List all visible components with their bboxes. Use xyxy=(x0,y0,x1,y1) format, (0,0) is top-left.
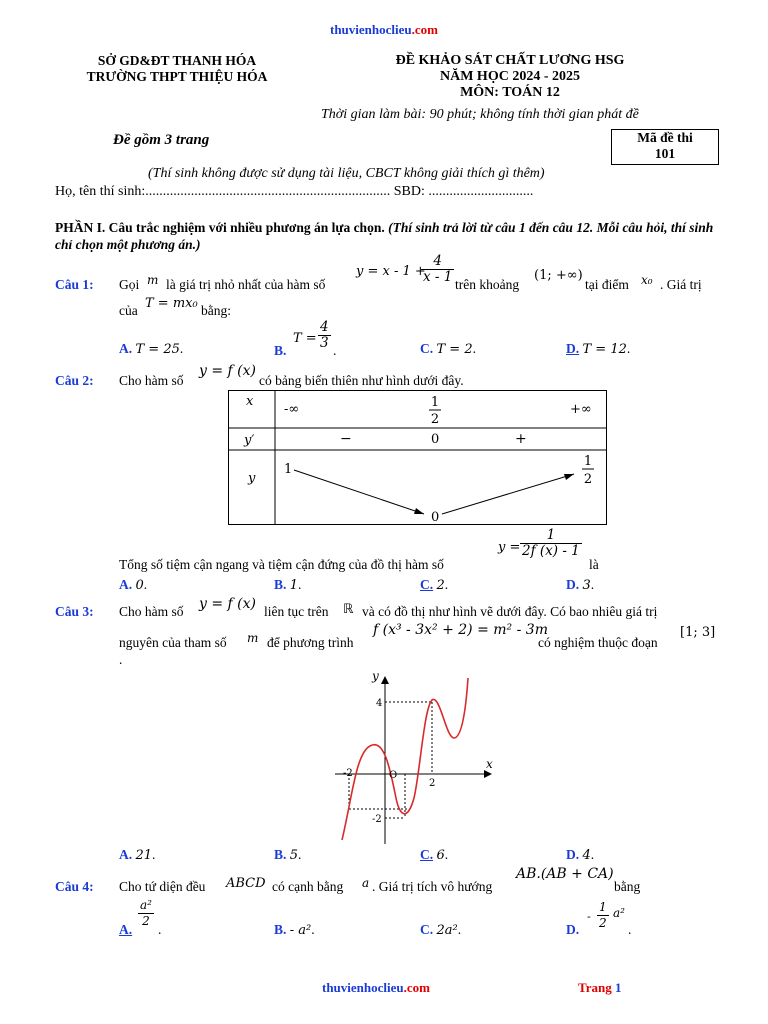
q2-option-c[interactable] xyxy=(420,577,448,593)
option-value: 2 xyxy=(436,578,445,593)
option-letter: B. xyxy=(274,343,287,358)
page-num: 1 xyxy=(614,980,622,995)
option-value: 6 xyxy=(436,848,445,863)
q3-text-3: và có đồ thị như hình vẽ dưới đây. Có bao nhiêu giá trị xyxy=(362,604,658,619)
q4-option-d-post: a² xyxy=(613,906,625,920)
q1-frac-den: x - 1 xyxy=(423,269,453,285)
q1-x0: x₀ xyxy=(641,273,653,287)
q1-m: m xyxy=(147,273,159,287)
graph-y-neg2: -2 xyxy=(372,814,382,825)
q3-label: Câu 3: xyxy=(55,604,94,619)
option-end: . xyxy=(143,577,148,592)
q1-text-2: là giá trị nhỏ nhất của hàm số xyxy=(166,277,326,292)
option-letter: D. xyxy=(566,847,580,862)
part1-title: PHẦN I. Câu trắc nghiệm với nhiều phương án lựa chọn. xyxy=(55,220,385,235)
option-end: . xyxy=(444,847,449,862)
option-letter: B. xyxy=(274,847,287,862)
option-end: . xyxy=(472,341,476,356)
frac-den: 2 xyxy=(599,916,607,930)
option-end: . xyxy=(590,577,595,592)
q4-abcd: ABCD xyxy=(226,876,266,891)
q3-segment: [1; 3] xyxy=(680,625,716,640)
option-letter: A. xyxy=(119,341,133,356)
q2-text-1: Cho hàm số xyxy=(119,373,184,388)
site-ext: .com xyxy=(411,22,438,37)
page-number xyxy=(578,980,621,996)
site-name: thuvienhoclieu xyxy=(330,22,412,37)
q3-function: y = f (x) xyxy=(199,596,256,612)
frac-den: 3 xyxy=(320,335,329,351)
q1-label: Câu 1: xyxy=(55,277,94,292)
q3-text-2: liên tục trên xyxy=(264,604,329,619)
option-letter: C. xyxy=(420,922,434,937)
q3-text-4: nguyên của tham số xyxy=(119,635,227,650)
q1-option-b[interactable] xyxy=(274,343,286,359)
q3-graph xyxy=(330,668,505,848)
option-end: . xyxy=(457,922,462,937)
option-end: . xyxy=(590,847,595,862)
option-value: 4 xyxy=(582,848,591,863)
page-count: Đề gồm 3 trang xyxy=(113,132,210,148)
option-value: 21 xyxy=(135,848,153,863)
table-half-den: 2 xyxy=(430,412,440,427)
q2-function2-frac xyxy=(520,528,582,559)
table-yp-label: y′ xyxy=(244,433,255,448)
part1-heading xyxy=(55,219,715,253)
school-name: TRƯỜNG THPT THIỆU HÓA xyxy=(86,69,268,84)
option-letter: D. xyxy=(566,922,580,937)
option-letter: C. xyxy=(420,341,434,356)
q1-option-a[interactable] xyxy=(119,341,183,357)
q3-option-c[interactable] xyxy=(420,847,448,863)
q4-text-2: có cạnh bằng xyxy=(272,879,344,894)
graph-x2: 2 xyxy=(429,778,436,789)
option-letter: C. xyxy=(420,577,434,592)
q3-real-set: ℝ xyxy=(343,602,354,617)
option-value: 1 xyxy=(289,578,299,593)
q3-m: m xyxy=(247,631,259,645)
graph-y4: 4 xyxy=(376,698,383,709)
q3-text-1: Cho hàm số xyxy=(119,604,184,619)
candidate-info-line: Họ, tên thí sinh:...................................................................... SBD: .............................. xyxy=(55,184,534,199)
q4-text-4: bằng xyxy=(614,879,641,894)
q4-option-a[interactable] xyxy=(119,922,132,938)
q3-option-a[interactable] xyxy=(119,847,155,863)
option-end: . xyxy=(179,341,184,356)
option-value: 3 xyxy=(582,578,591,593)
q2-function: y = f (x) xyxy=(199,363,256,379)
q1-text-4: tại điểm xyxy=(585,277,629,292)
option-end: . xyxy=(298,577,302,592)
q2-text-4: là xyxy=(589,557,599,572)
frac-num: 1 xyxy=(599,900,607,914)
q2-label: Câu 2: xyxy=(55,373,94,388)
q2-option-b[interactable] xyxy=(274,577,301,593)
option-value: T = 2 xyxy=(436,342,473,357)
option-end: . xyxy=(628,922,632,937)
q2-text-3: Tổng số tiệm cận ngang và tiệm cận đứng của đồ thị hàm số xyxy=(119,557,444,572)
q4-a: a xyxy=(362,876,370,890)
option-letter: A. xyxy=(119,577,133,592)
q1-frac-num: 4 xyxy=(421,254,454,270)
school-header xyxy=(62,53,292,85)
q4-option-b[interactable] xyxy=(274,922,315,938)
table-y-left: 1 xyxy=(284,462,293,477)
option-letter: D. xyxy=(566,341,580,356)
frac-den: 2f (x) - 1 xyxy=(522,543,580,559)
q3-text-6: có nghiệm thuộc đoạn xyxy=(538,635,658,650)
q1-function-left: y = x - 1 + xyxy=(356,264,426,279)
option-letter: C. xyxy=(420,847,434,862)
option-value: - a² xyxy=(289,923,312,938)
option-letter: B. xyxy=(274,922,287,937)
graph-x-neg2: -2 xyxy=(343,768,353,779)
exam-code: 101 xyxy=(654,146,676,161)
q1-interval: (1; +∞) xyxy=(534,268,583,283)
school-year: NĂM HỌC 2024 - 2025 xyxy=(440,69,580,84)
q1-option-d[interactable] xyxy=(566,341,630,357)
department: SỞ GD&ĐT THANH HÓA xyxy=(97,53,257,68)
q3-option-b[interactable] xyxy=(274,847,301,863)
option-end: . xyxy=(311,922,315,937)
option-value: 2a² xyxy=(436,923,458,938)
page-label: Trang xyxy=(578,980,612,995)
q1-function-frac xyxy=(421,254,454,285)
option-end: . xyxy=(298,847,302,862)
q1-text-5: . Giá trị xyxy=(660,277,702,292)
table-y-right-num: 1 xyxy=(583,454,593,469)
q4-text-1: Cho tứ diện đều xyxy=(119,879,206,894)
q4-option-d-frac xyxy=(597,900,609,931)
option-end: . xyxy=(333,343,337,358)
table-half-num: 1 xyxy=(430,395,440,410)
frac-num: a² xyxy=(140,898,152,912)
table-x-label: x xyxy=(246,394,254,409)
exam-code-box xyxy=(611,129,719,165)
q1-option-b-frac xyxy=(318,320,331,351)
table-y-label: y xyxy=(248,471,256,486)
q2-text-2: có bảng biến thiên như hình dưới đây. xyxy=(259,373,464,388)
frac-num: 1 xyxy=(520,528,582,544)
q4-option-d-sign: - xyxy=(587,910,591,923)
option-end: . xyxy=(626,341,631,356)
footer-site-name: thuvienhoclieu xyxy=(322,980,404,995)
q1-text-1: Gọi xyxy=(119,277,140,292)
option-end: . xyxy=(444,577,449,592)
q3-text-5: để phương trình xyxy=(267,635,354,650)
q4-label: Câu 4: xyxy=(55,879,94,894)
option-end: . xyxy=(158,922,162,937)
table-sign-plus: + xyxy=(515,431,527,447)
option-letter: A. xyxy=(119,847,133,862)
q4-option-c[interactable] xyxy=(420,922,461,938)
option-value: 0 xyxy=(135,578,144,593)
q1-text-7: bằng: xyxy=(201,303,231,318)
q1-text-3: trên khoảng xyxy=(455,277,520,292)
q4-option-d[interactable] xyxy=(566,922,579,938)
option-letter: B. xyxy=(274,577,287,592)
table-minus-inf: -∞ xyxy=(284,402,300,417)
table-zero: 0 xyxy=(431,432,440,447)
option-value: 5 xyxy=(289,848,299,863)
option-letter: D. xyxy=(566,577,580,592)
frac-num: 4 xyxy=(320,319,329,335)
site-link-bottom[interactable] xyxy=(322,980,430,996)
q1-option-c[interactable] xyxy=(420,341,476,357)
option-letter: A. xyxy=(119,922,133,937)
option-end: . xyxy=(152,847,156,862)
q1-T: T = mx₀ xyxy=(145,296,198,311)
exam-title: ĐỀ KHẢO SÁT CHẤT LƯƠNG HSG xyxy=(395,53,625,68)
table-y-right-den: 2 xyxy=(583,472,593,487)
exam-code-label: Mã đề thi xyxy=(637,130,693,145)
option-value: T = 12 xyxy=(582,342,627,357)
q1-option-b-pre: T = xyxy=(293,331,317,346)
q2-option-d[interactable] xyxy=(566,577,594,593)
footer-site-ext: .com xyxy=(403,980,430,995)
exam-header xyxy=(330,53,690,101)
candidate-note: (Thí sinh không được sử dụng tài liệu, CBCT không giải thích gì thêm) xyxy=(148,166,545,181)
graph-y-label: y xyxy=(372,669,379,683)
option-value: T = 25 xyxy=(135,342,180,357)
q3-option-d[interactable] xyxy=(566,847,594,863)
q4-expression: AB.(AB + CA) xyxy=(516,866,614,882)
subject: MÔN: TOÁN 12 xyxy=(460,85,560,100)
graph-origin: O xyxy=(389,770,398,781)
variation-table xyxy=(228,390,608,526)
q2-function2-left: y = xyxy=(498,540,521,555)
table-y-mid: 0 xyxy=(431,510,440,525)
site-link-top[interactable] xyxy=(0,22,768,38)
part1-note: (Thí sinh trả lời từ câu 1 đến câu 12. Mỗi câu hỏi, thí sinh chỉ chọn một phương án.) xyxy=(55,220,714,252)
table-sign-minus: − xyxy=(340,431,352,447)
q4-text-3: . Giá trị tích vô hướng xyxy=(372,879,493,894)
q2-option-a[interactable] xyxy=(119,577,147,593)
q4-option-a-frac xyxy=(138,898,154,929)
graph-x-label: x xyxy=(486,757,493,771)
q1-text-6: của xyxy=(119,303,138,318)
table-plus-inf: +∞ xyxy=(570,402,592,417)
time-note: Thời gian làm bài: 90 phút; không tính thời gian phát đề xyxy=(321,107,639,122)
frac-den: 2 xyxy=(142,914,150,928)
q3-dot: . xyxy=(119,652,123,667)
q3-equation: f (x³ - 3x² + 2) = m² - 3m xyxy=(373,622,548,638)
